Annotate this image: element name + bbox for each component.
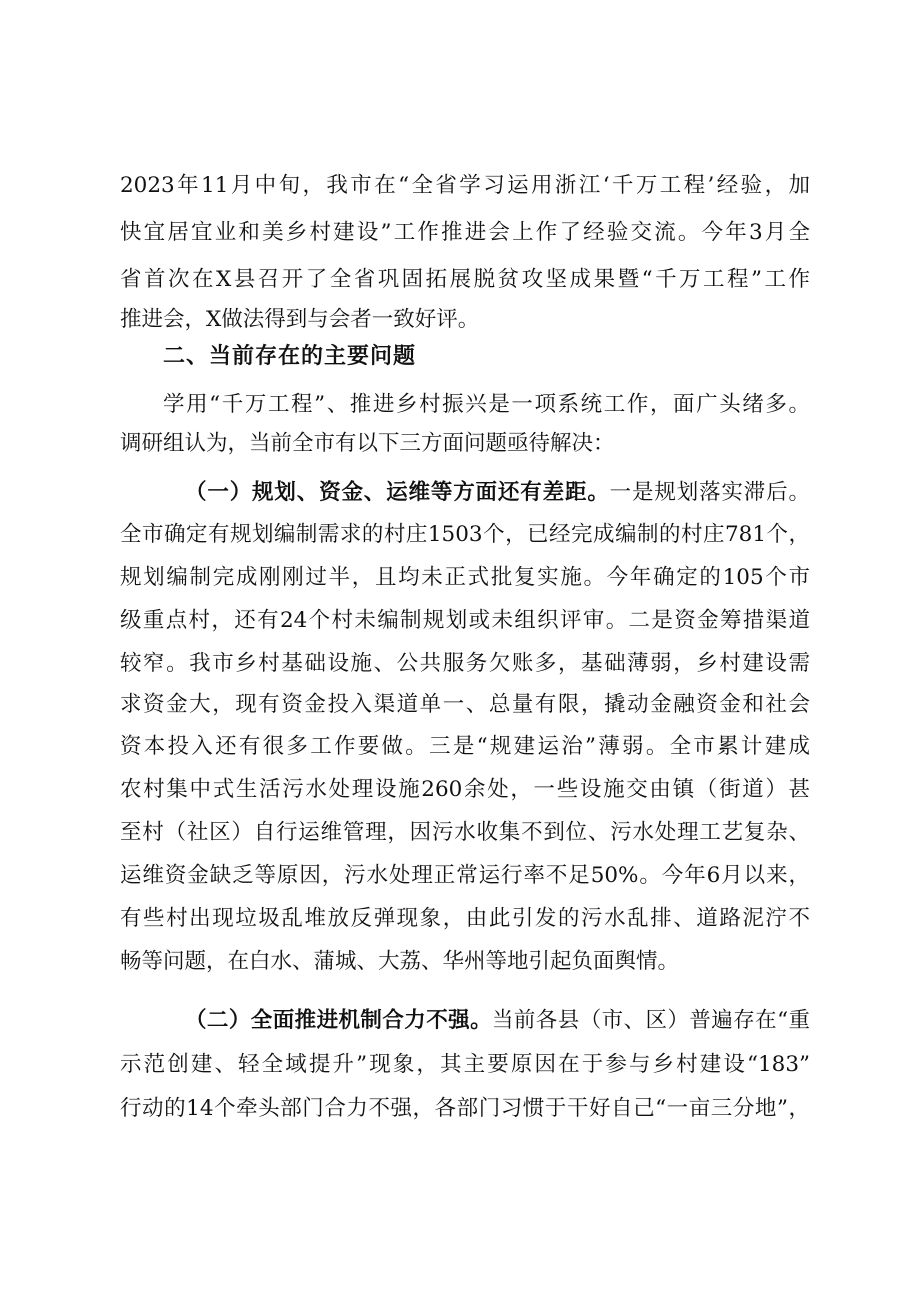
paragraph-line: 至村（社区）自行运维管理，因污水收集不到位、污水处理工艺复杂、 xyxy=(120,820,810,845)
issue-bold-heading: （二）全面推进机制合力不强。 xyxy=(185,1008,492,1033)
paragraph-line: 畅等问题，在白水、蒲城、大荔、华州等地引起负面舆情。 xyxy=(120,949,680,974)
paragraph-line: 示范创建、轻全域提升”现象，其主要原因在于参与乡村建设“183” xyxy=(120,1052,810,1077)
paragraph-line: 规划编制完成刚刚过半，且均未正式批复实施。今年确定的105个市 xyxy=(120,565,810,590)
paragraph-line: 行动的14个牵头部门合力不强，各部门习惯于干好自己“一亩三分地”， xyxy=(120,1096,810,1121)
section-heading: 二、当前存在的主要问题 xyxy=(163,344,417,369)
paragraph-line: 调研组认为，当前全市有以下三方面问题亟待解决： xyxy=(120,431,615,456)
issue-bold-heading: （一）规划、资金、运维等方面还有差距。 xyxy=(185,480,610,505)
paragraph-line: 资本投入还有很多工作要做。三是“规建运治”薄弱。全市累计建成 xyxy=(120,734,810,759)
paragraph-line: 农村集中式生活污水处理设施260余处，一些设施交由镇（街道）甚 xyxy=(120,777,810,802)
paragraph-line: 全市确定有规划编制需求的村庄1503个，已经完成编制的村庄781个， xyxy=(120,522,810,547)
paragraph-line: 级重点村，还有24个村未编制规划或未组织评审。二是资金筹措渠道 xyxy=(120,608,810,633)
paragraph-line: 快宜居宜业和美乡村建设”工作推进会上作了经验交流。今年3月全 xyxy=(120,220,810,245)
paragraph-line: 求资金大，现有资金投入渠道单一、总量有限，撬动金融资金和社会 xyxy=(120,692,810,717)
paragraph-line: 较窄。我市乡村基础设施、公共服务欠账多，基础薄弱，乡村建设需 xyxy=(120,651,810,676)
paragraph-line: 学用“千万工程”、推进乡村振兴是一项系统工作，面广头绪多。 xyxy=(163,392,810,417)
paragraph-line: 省首次在X县召开了全省巩固拓展脱贫攻坚成果暨“千万工程”工作 xyxy=(120,267,810,292)
issue-text: 当前各县（市、区）普遍存在“重 xyxy=(492,1008,810,1033)
issue-text: 一是规划落实滞后。 xyxy=(609,480,810,505)
paragraph-line: 有些村出现垃圾乱堆放反弹现象，由此引发的污水乱排、道路泥泞不 xyxy=(120,906,810,931)
issue-first-line xyxy=(185,1006,810,1036)
paragraph-line: 运维资金缺乏等原因，污水处理正常运行率不足50%。今年6月以来， xyxy=(120,863,810,888)
paragraph-line: 2023年11月中旬，我市在“全省学习运用浙江‘千万工程’经验，加 xyxy=(120,173,810,198)
paragraph-line: 推进会，X做法得到与会者一致好评。 xyxy=(120,307,480,332)
issue-first-line xyxy=(185,478,810,508)
